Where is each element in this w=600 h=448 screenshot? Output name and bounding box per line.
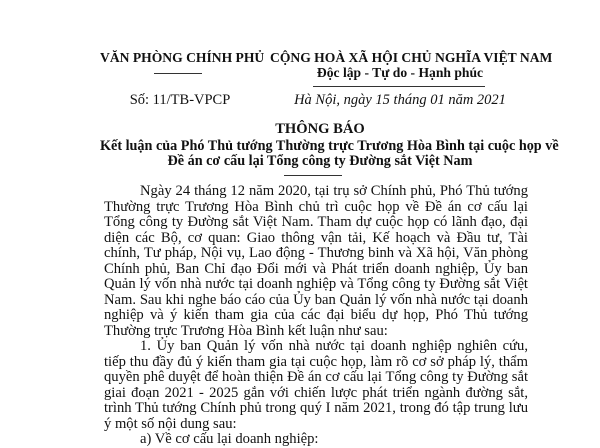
paragraph-item-1: 1. Ủy ban Quản lý vốn nhà nước tại doanh nghiệp nghiên cứu, tiếp thu đầy đủ ý kiến tham gia tại cuộc họp, làm rõ cơ sở pháp lý, thẩm quyền phê duyệt để hoàn thiện Đề án cơ cấu lại Tổng công ty Đường sắt giai đoạn 2021 - 2025 gắn với chiến lược phát triển ngành đường sắt, trình Thủ tướng Chính phủ trong quý I năm 2021, trong đó tập trung lưu ý một số nội dung sau: <box>104 338 528 432</box>
document-number: Số: 11/TB-VPCP <box>129 92 231 108</box>
document-subject-line-2: Đề án cơ cấu lại Tổng công ty Đường sắt Việt Nam <box>167 153 473 169</box>
document-body <box>104 184 528 448</box>
paragraph-item-1a: a) Về cơ cấu lại doanh nghiệp: <box>140 431 319 447</box>
national-title: CỘNG HOÀ XÃ HỘI CHỦ NGHĨA VIỆT NAM <box>270 50 553 65</box>
motto-underline <box>313 86 485 87</box>
document-subject-line-1: Kết luận của Phó Thủ tướng Thường trực Trương Hòa Bình tại cuộc họp về <box>100 138 559 154</box>
issuing-agency: VĂN PHÒNG CHÍNH PHỦ <box>100 50 265 65</box>
agency-underline <box>154 73 202 74</box>
title-underline <box>284 175 342 176</box>
place-date: Hà Nội, ngày 15 tháng 01 năm 2021 <box>294 92 506 108</box>
national-motto: Độc lập - Tự do - Hạnh phúc <box>316 65 484 80</box>
paragraph-intro: Ngày 24 tháng 12 năm 2020, tại trụ sở Chính phủ, Phó Thủ tướng Thường trực Trương Hòa Bình chủ trì cuộc họp về Đề án cơ cấu lại Tổng công ty Đường sắt Việt Nam. Tham dự cuộc họp có lãnh đạo, đại diện các Bộ, cơ quan: Giao thông vận tải, Kế hoạch và Đầu tư, Tài chính, Tư pháp, Nội vụ, Lao động - Thương binh và Xã hội, Văn phòng Chính phủ, Ban Chỉ đạo Đổi mới và Phát triển doanh nghiệp, Ủy ban Quản lý vốn nhà nước tại doanh nghiệp và Tổng công ty Đường sắt Việt Nam. Sau khi nghe báo cáo của Ủy ban Quản lý vốn nhà nước tại doanh nghiệp và ý kiến tham gia của các đại biểu dự họp, Phó Thủ tướng Thường trực Trương Hòa Bình kết luận như sau: <box>104 183 528 339</box>
document-heading: THÔNG BÁO <box>275 121 365 137</box>
